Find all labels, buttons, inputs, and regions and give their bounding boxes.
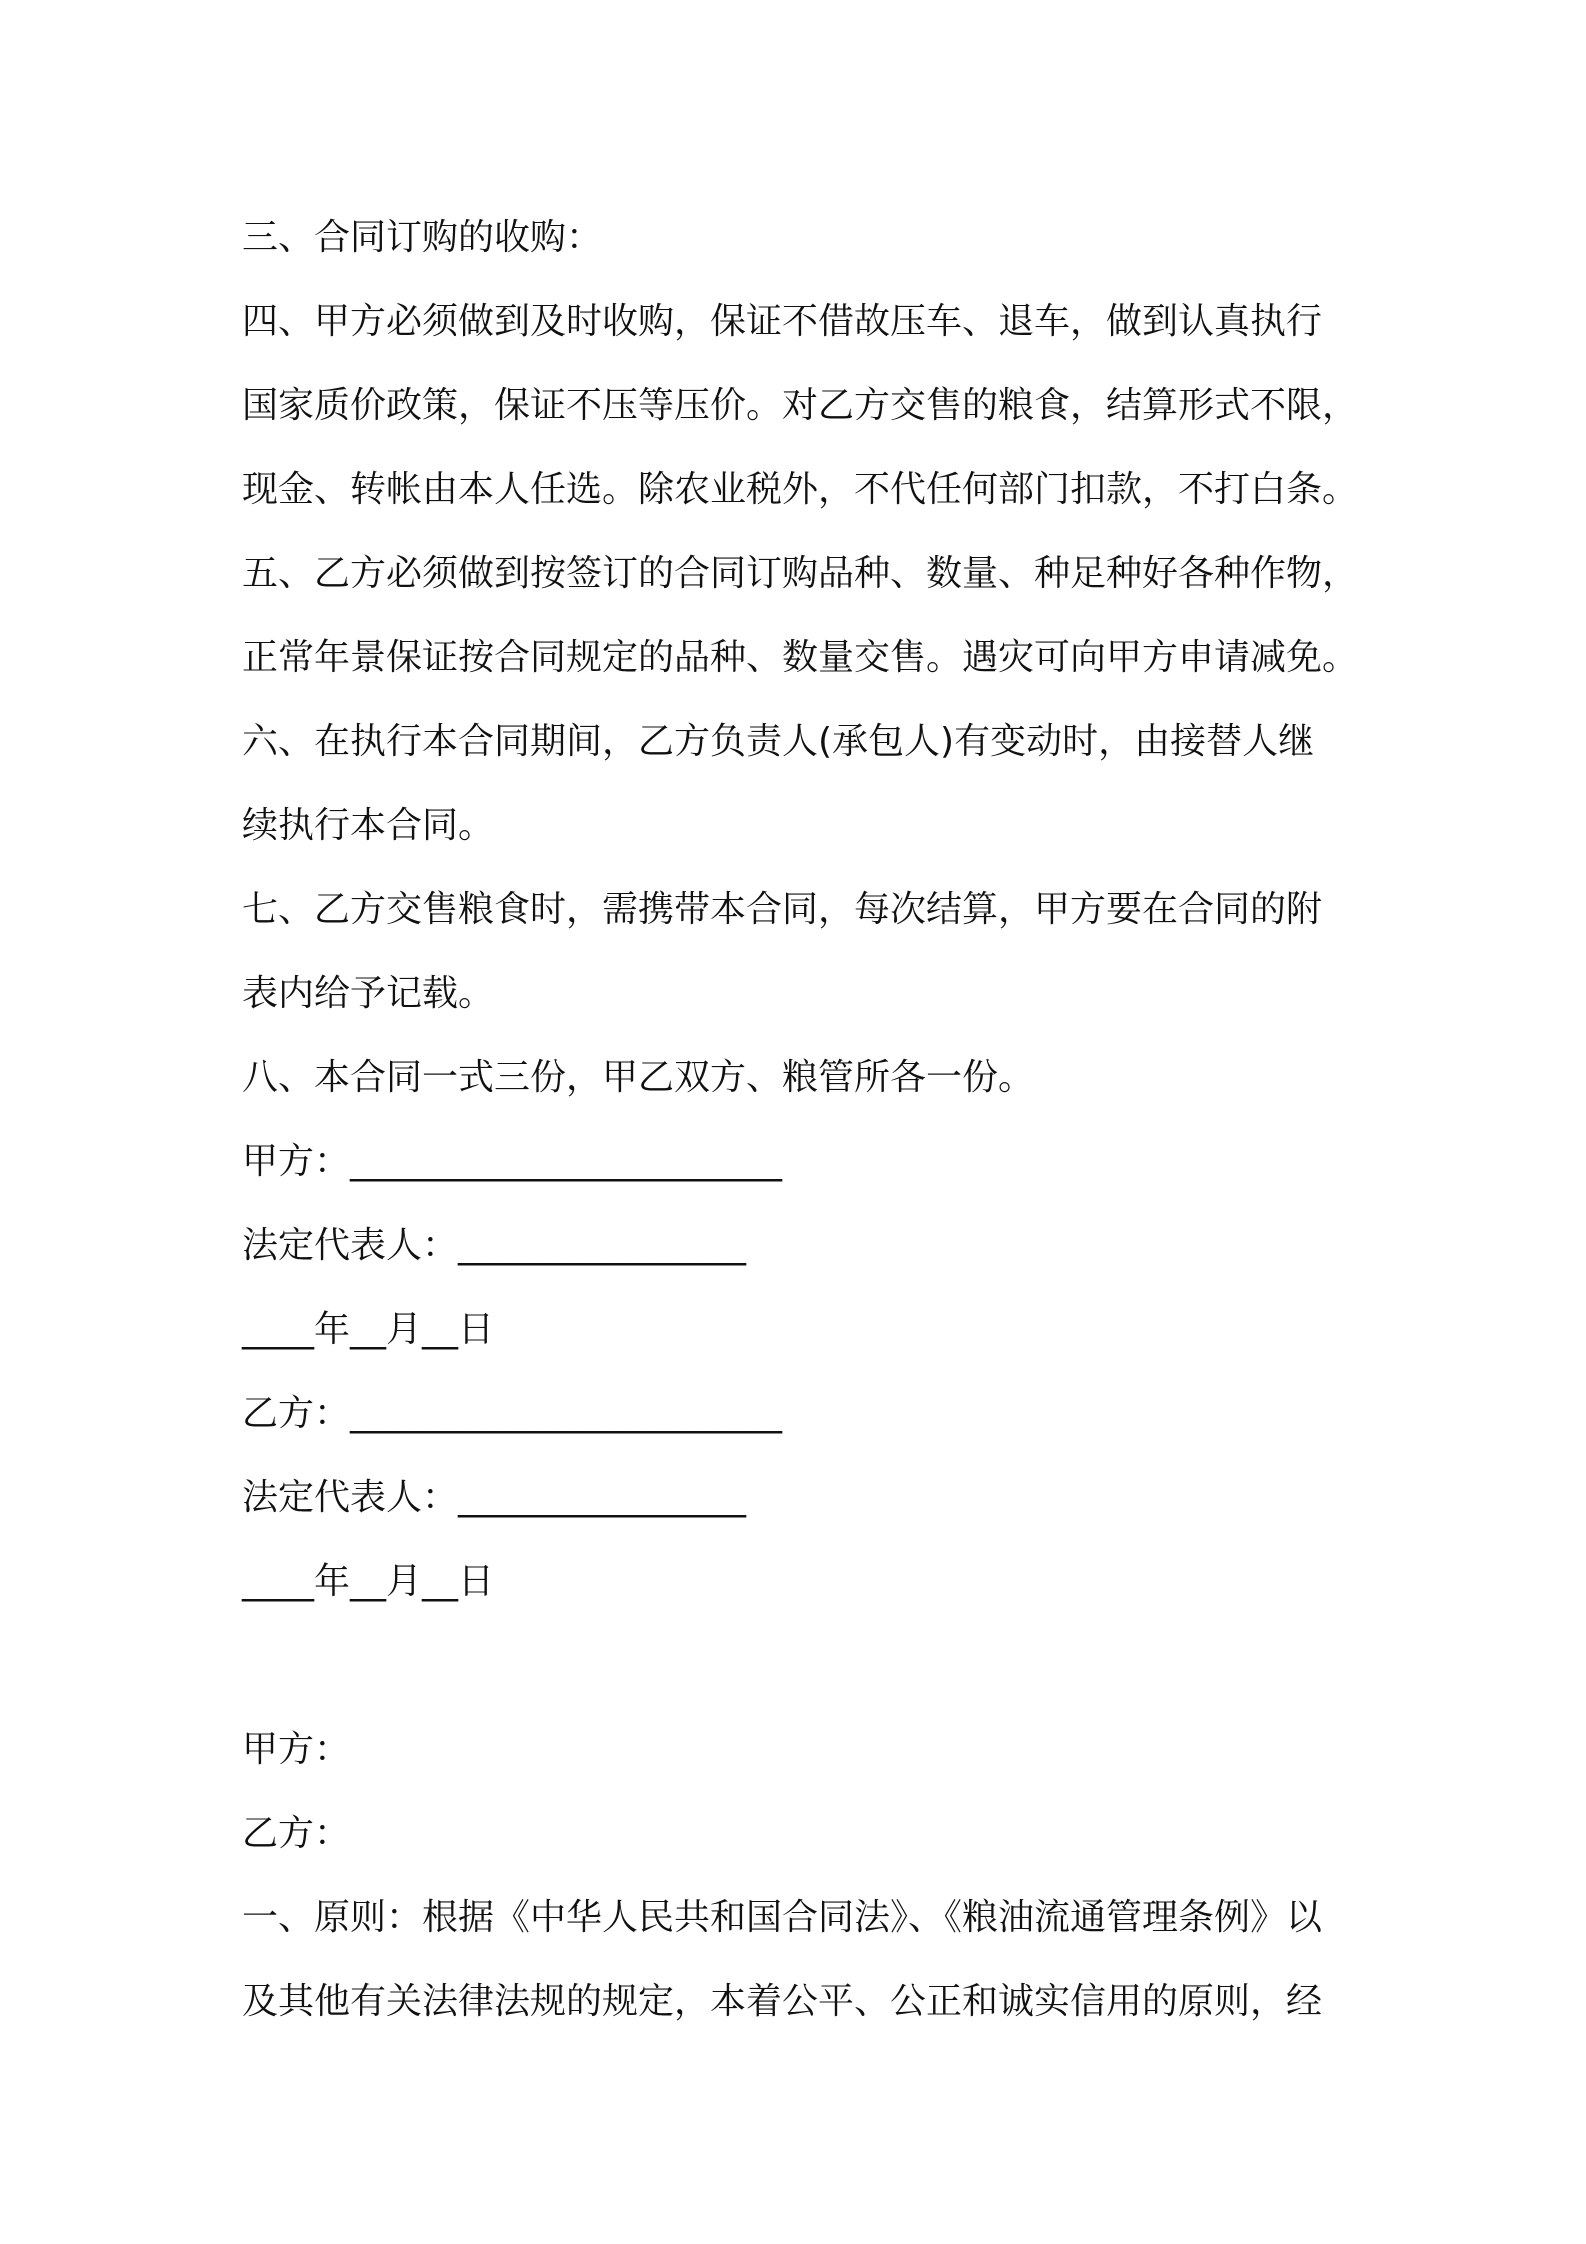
signature-line-party-b: 乙方：________________________ — [242, 1393, 783, 1434]
text-line: 现金、转帐由本人任选。除农业税外，不代任何部门扣款，不打白条。 — [242, 469, 1359, 510]
text-line: 国家质价政策，保证不压等压价。对乙方交售的粮食，结算形式不限， — [242, 385, 1359, 426]
date-line-a: ____年__月__日 — [242, 1309, 495, 1350]
blank-spacer — [242, 1624, 1360, 1708]
signature-line-legal-rep-a: 法定代表人：________________ — [242, 1225, 747, 1266]
text-line: 五、乙方必须做到按签订的合同订购品种、数量、种足种好各种作物， — [242, 553, 1359, 594]
document-body — [242, 196, 1360, 2044]
text-line: 四、甲方必须做到及时收购，保证不借故压车、退车，做到认真执行 — [242, 301, 1323, 342]
text-line: 续执行本合同。 — [242, 805, 495, 846]
text-line: 一、原则：根据《中华人民共和国合同法》、《粮油流通管理条例》以 — [242, 1897, 1323, 1938]
text-line: 八、本合同一式三份，甲乙双方、粮管所各一份。 — [242, 1057, 1035, 1098]
text-line: 七、乙方交售粮食时，需携带本合同，每次结算，甲方要在合同的附 — [242, 889, 1323, 930]
signature-line-party-a: 甲方：________________________ — [242, 1141, 783, 1182]
text-line: 三、合同订购的收购： — [242, 217, 603, 258]
party-a-label: 甲方： — [242, 1729, 351, 1770]
text-line: 正常年景保证按合同规定的品种、数量交售。遇灾可向甲方申请减免。 — [242, 637, 1359, 678]
text-line: 表内给予记载。 — [242, 973, 495, 1014]
signature-line-legal-rep-b: 法定代表人：________________ — [242, 1477, 747, 1518]
text-line: 及其他有关法律法规的规定，本着公平、公正和诚实信用的原则，经 — [242, 1981, 1323, 2022]
party-b-label: 乙方： — [242, 1813, 351, 1854]
date-line-b: ____年__月__日 — [242, 1561, 495, 1602]
text-line: 六、在执行本合同期间，乙方负责人(承包人)有变动时，由接替人继 — [242, 721, 1315, 762]
